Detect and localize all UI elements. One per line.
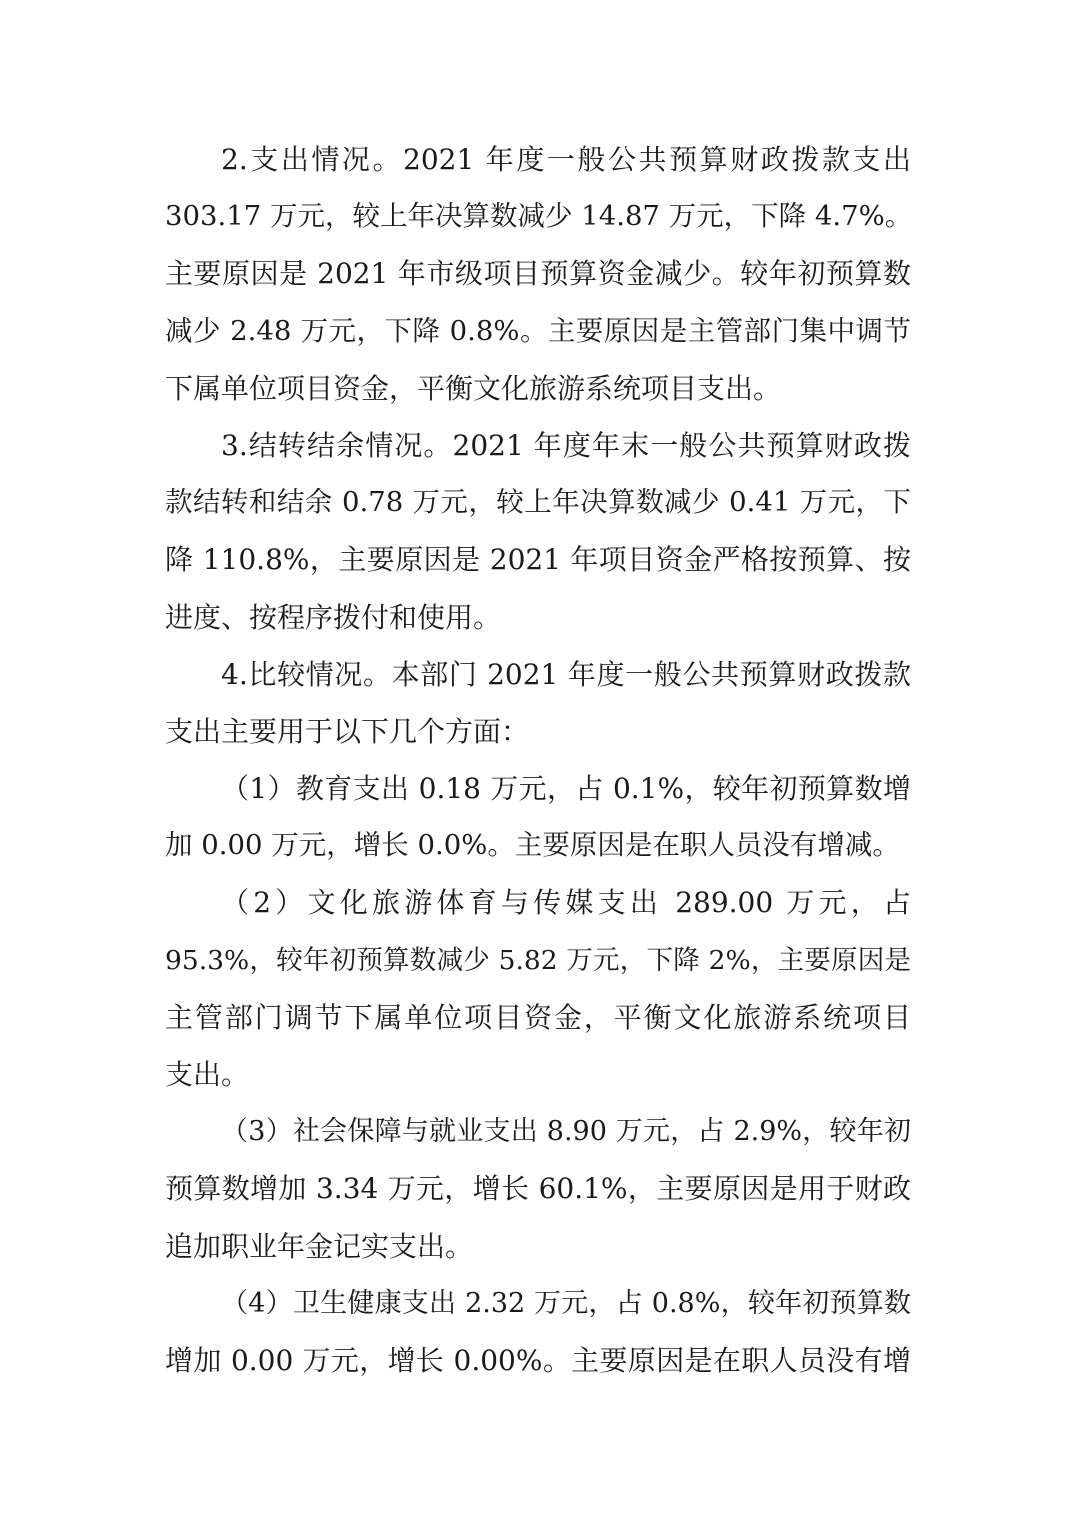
paragraph-expenditure bbox=[165, 131, 911, 417]
text-line: 追加职业年金记实支出。 bbox=[165, 1229, 474, 1263]
text-line: 主管部门调节下属单位项目资金，平衡文化旅游系统项目 bbox=[165, 1000, 911, 1034]
text-line: 降 110.8%，主要原因是 2021 年项目资金严格按预算、按 bbox=[165, 543, 911, 577]
text-line: （2）文化旅游体育与传媒支出 289.00 万元，占 bbox=[221, 886, 911, 920]
paragraph-comparison bbox=[165, 646, 911, 760]
text-line: 303.17 万元，较上年决算数减少 14.87 万元，下降 4.7%。 bbox=[165, 200, 913, 233]
paragraph-health bbox=[165, 1275, 911, 1389]
text-line: 款结转和结余 0.78 万元，较上年决算数减少 0.41 万元，下 bbox=[165, 486, 911, 519]
text-line: 4.比较情况。本部门 2021 年度一般公共预算财政拨款 bbox=[221, 657, 911, 691]
text-line: 3.结转结余情况。2021 年度年末一般公共预算财政拨 bbox=[221, 428, 911, 462]
text-line: 95.3%，较年初预算数减少 5.82 万元，下降 2%，主要原因是 bbox=[165, 944, 911, 976]
text-line: （4）卫生健康支出 2.32 万元，占 0.8%，较年初预算数 bbox=[221, 1287, 911, 1319]
text-line: 预算数增加 3.34 万元，增长 60.1%，主要原因是用于财政 bbox=[165, 1172, 911, 1206]
text-line: 增加 0.00 万元，增长 0.00%。主要原因是在职人员没有增 bbox=[165, 1343, 911, 1377]
text-line: 减少 2.48 万元，下降 0.8%。主要原因是主管部门集中调节 bbox=[165, 314, 911, 347]
paragraph-social-security bbox=[165, 1103, 911, 1275]
text-line: 进度、按程序拨付和使用。 bbox=[165, 600, 502, 634]
text-line: （1）教育支出 0.18 万元，占 0.1%，较年初预算数增 bbox=[221, 772, 911, 806]
text-line: 支出。 bbox=[165, 1058, 250, 1091]
text-line: 支出主要用于以下几个方面： bbox=[165, 714, 530, 748]
text-line: 主要原因是 2021 年市级项目预算资金减少。较年初预算数 bbox=[165, 257, 911, 291]
paragraph-carryover bbox=[165, 417, 911, 646]
text-line: 2.支出情况。2021 年度一般公共预算财政拨款支出 bbox=[221, 143, 911, 176]
paragraph-education bbox=[165, 760, 911, 874]
text-line: 加 0.00 万元，增长 0.0%。主要原因是在职人员没有增减。 bbox=[165, 829, 900, 862]
text-line: 下属单位项目资金，平衡文化旅游系统项目支出。 bbox=[165, 371, 782, 405]
body-text bbox=[165, 131, 911, 1389]
paragraph-culture-tourism bbox=[165, 874, 911, 1103]
text-line: （3）社会保障与就业支出 8.90 万元，占 2.9%，较年初 bbox=[221, 1116, 911, 1148]
